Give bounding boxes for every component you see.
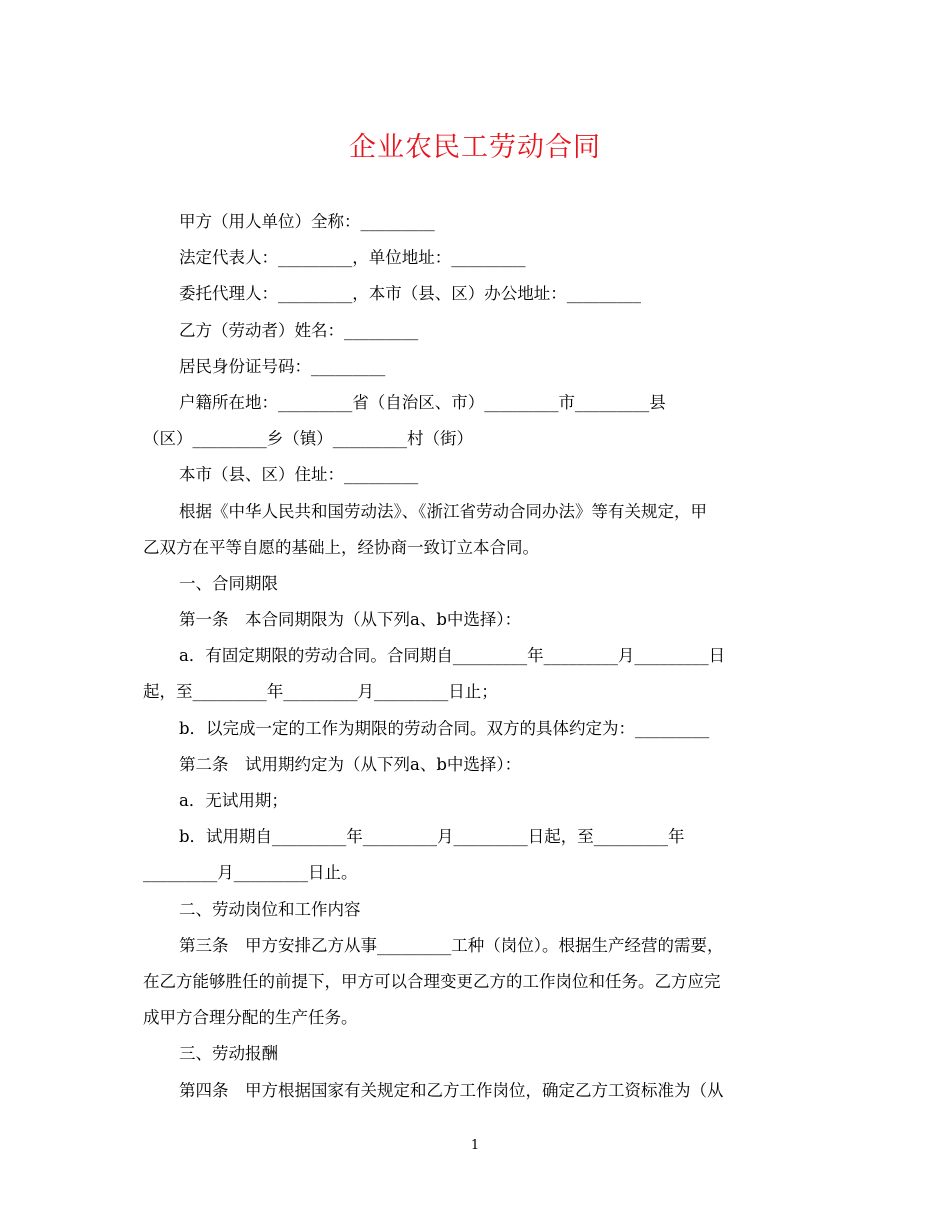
article-line: 第一条 本合同期限为（从下列a、b中选择）： bbox=[179, 610, 522, 630]
document-body bbox=[143, 204, 805, 1109]
text-line: 乙方（劳动者）姓名：_________ bbox=[179, 320, 419, 340]
article-line: 第二条 试用期约定为（从下列a、b中选择）： bbox=[179, 754, 522, 774]
text-line: b．以完成一定的工作为期限的劳动合同。双方的具体约定为：_________ bbox=[179, 718, 710, 738]
text-line: b．试用期自_________年_________月_________日起，至_________年 bbox=[179, 827, 685, 847]
text-line: 在乙方能够胜任的前提下，甲方可以合理变更乙方的工作岗位和任务。乙方应完 bbox=[143, 971, 721, 991]
text-line: 户籍所在地：_________省（自治区、市）_________市_________县 bbox=[179, 392, 666, 412]
text-line: 法定代表人：_________，单位地址：_________ bbox=[179, 248, 526, 268]
text-line: 委托代理人：_________，本市（县、区）办公地址：_________ bbox=[179, 284, 641, 304]
text-line: a．有固定期限的劳动合同。合同期自_________年_________月_________日 bbox=[179, 646, 726, 666]
article-line: 第三条 甲方安排乙方从事_________工种（岗位）。根据生产经营的需要， bbox=[179, 935, 724, 955]
text-line: a．无试用期； bbox=[179, 791, 288, 810]
text-line: 乙双方在平等自愿的基础上，经协商一致订立本合同。 bbox=[143, 537, 539, 557]
page-number: 1 bbox=[470, 1138, 480, 1153]
text-line: 居民身份证号码：_________ bbox=[179, 356, 386, 376]
section-heading: 二、劳动岗位和工作内容 bbox=[179, 899, 361, 919]
section-heading: 一、合同期限 bbox=[179, 573, 278, 593]
text-line: _________月_________日止。 bbox=[143, 863, 358, 883]
text-line: 起，至_________年_________月_________日止； bbox=[143, 682, 498, 702]
text-line: 本市（县、区）住址：_________ bbox=[179, 465, 419, 485]
text-line: （区）_________乡（镇）_________村（街） bbox=[143, 429, 473, 449]
text-line: 根据《中华人民共和国劳动法》、《浙江省劳动合同办法》等有关规定，甲 bbox=[179, 501, 707, 521]
text-line: 成甲方合理分配的生产任务。 bbox=[143, 1008, 358, 1028]
article-line: 第四条 甲方根据国家有关规定和乙方工作岗位，确定乙方工资标准为（从 bbox=[179, 1080, 724, 1100]
section-heading: 三、劳动报酬 bbox=[179, 1044, 278, 1064]
document-title: 企业农民工劳动合同 bbox=[349, 132, 601, 163]
text-line: 甲方（用人单位）全称：_________ bbox=[179, 212, 435, 231]
